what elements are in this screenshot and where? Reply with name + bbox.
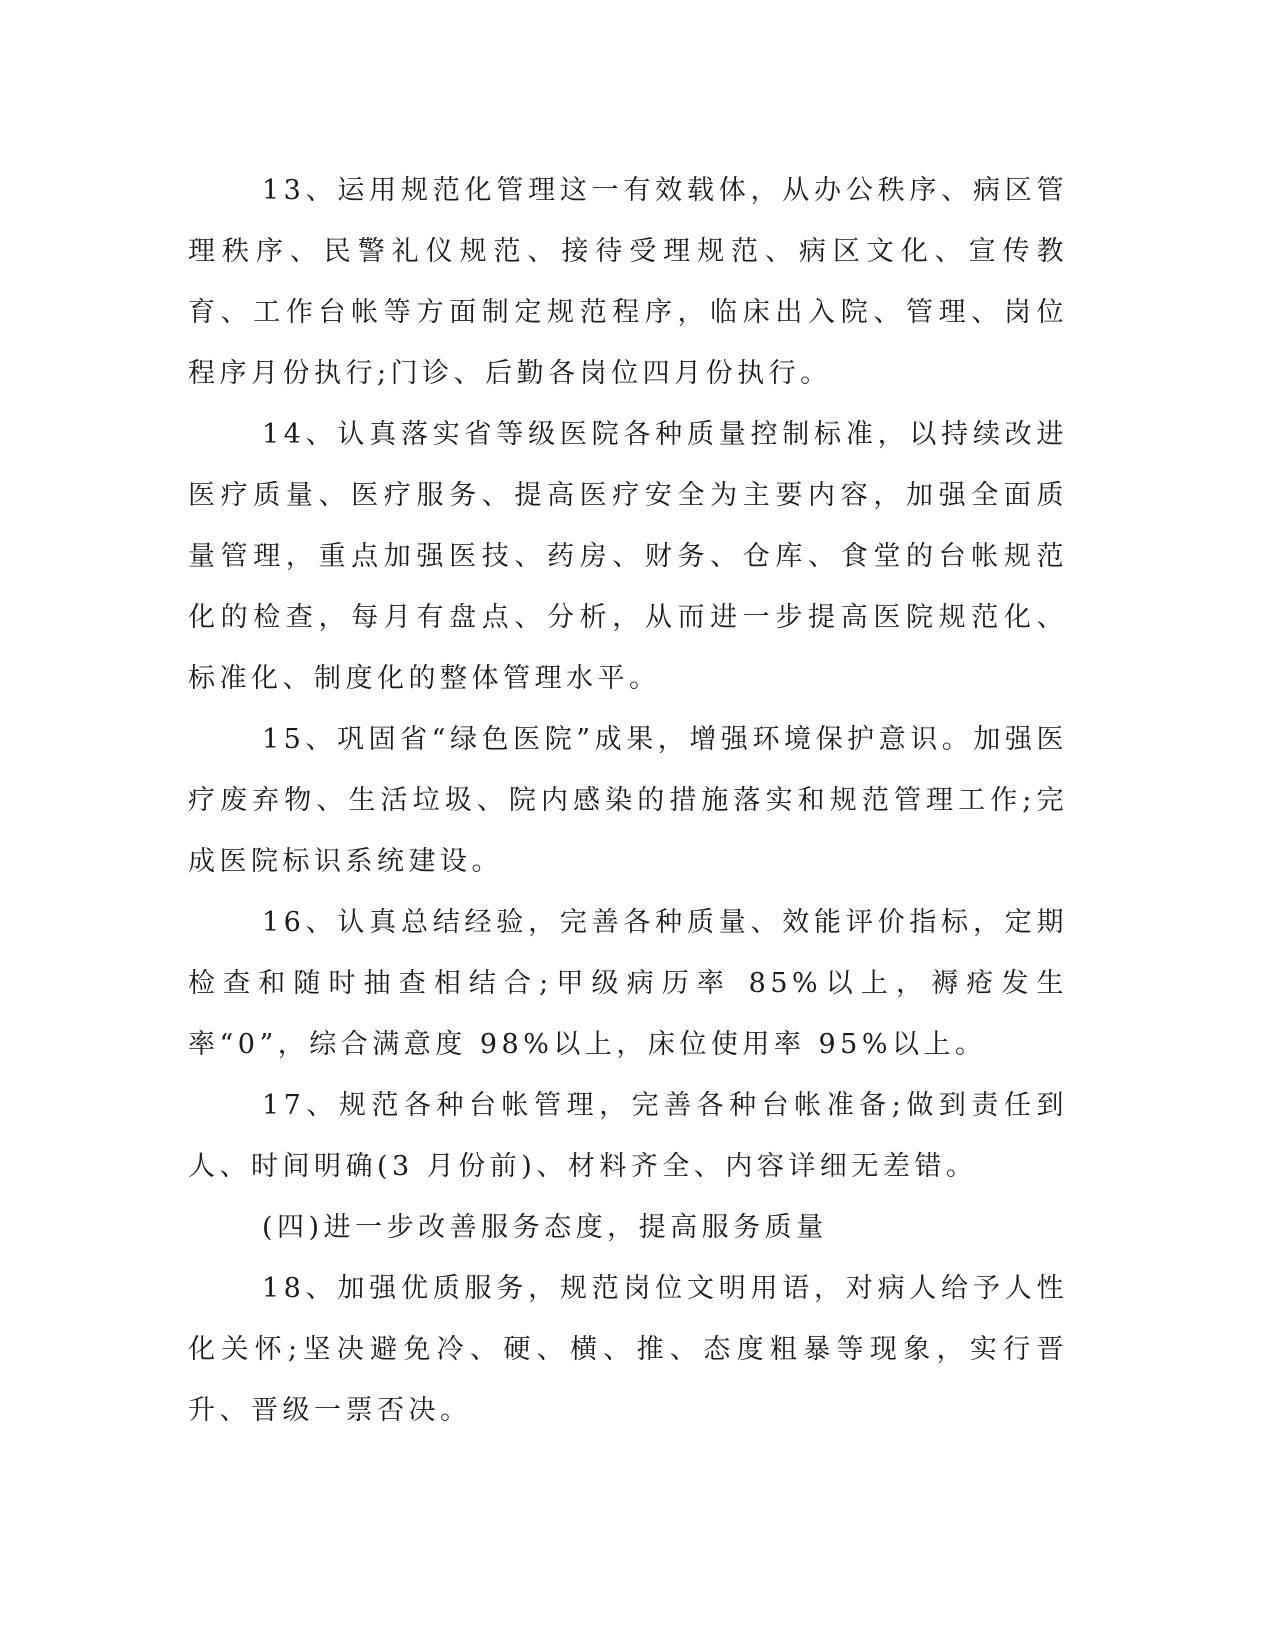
paragraph-15: 15、巩固省“绿色医院”成果，增强环境保护意识。加强医疗废弃物、生活垃圾、院内感染的措施落实和规范管理工作;完成医院标识系统建设。 xyxy=(188,724,1068,877)
section-heading-4: (四)进一步改善服务态度，提高服务质量 xyxy=(262,1212,828,1243)
paragraph-16: 16、认真总结经验，完善各种质量、效能评价指标，定期检查和随时抽查相结合;甲级病历率 85%以上，褥疮发生率“0”，综合满意度 98%以上，床位使用率 95%以上。 xyxy=(188,907,1068,1060)
paragraph-13: 13、运用规范化管理这一有效载体，从办公秩序、病区管理秩序、民警礼仪规范、接待受理规范、病区文化、宣传教育、工作台帐等方面制定规范程序，临床出入院、管理、岗位程序月份执行;门诊、后勤各岗位四月份执行。 xyxy=(188,175,1068,389)
paragraph-17: 17、规范各种台帐管理，完善各种台帐准备;做到责任到人、时间明确(3 月份前)、材料齐全、内容详细无差错。 xyxy=(188,1090,1068,1182)
paragraph-18: 18、加强优质服务，规范岗位文明用语，对病人给予人性化关怀;坚决避免冷、硬、横、推、态度粗暴等现象，实行晋升、晋级一票否决。 xyxy=(188,1273,1068,1426)
document-body xyxy=(188,160,1068,1441)
paragraph-14: 14、认真落实省等级医院各种质量控制标准，以持续改进医疗质量、医疗服务、提高医疗安全为主要内容，加强全面质量管理，重点加强医技、药房、财务、仓库、食堂的台帐规范化的检查，每月有盘点、分析，从而进一步提高医院规范化、标准化、制度化的整体管理水平。 xyxy=(188,419,1068,694)
